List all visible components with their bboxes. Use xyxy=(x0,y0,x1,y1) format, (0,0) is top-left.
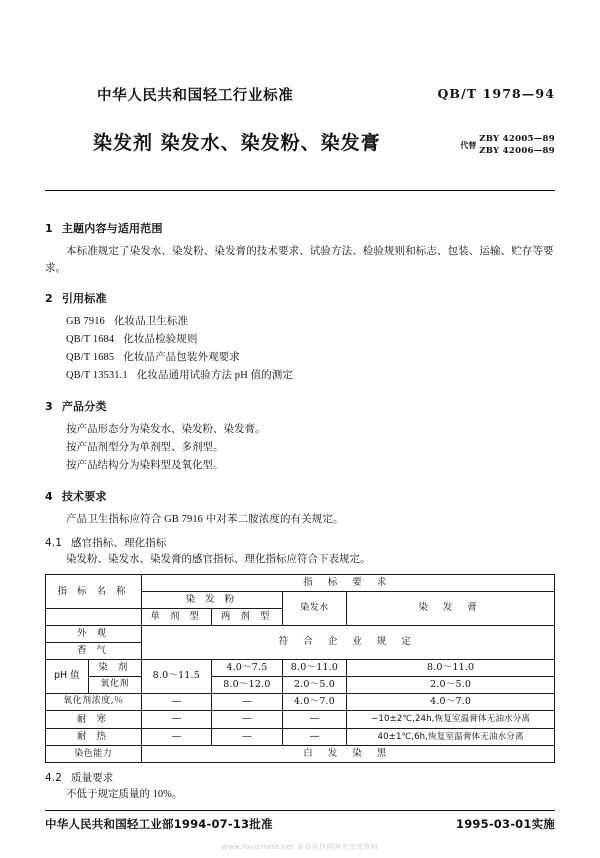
cell-ph-powder-single: 8.0～11.5 xyxy=(141,659,212,693)
list-item: 按产品形态分为染发水、染发粉、染发膏。 xyxy=(66,424,266,436)
section-4-1-heading xyxy=(45,535,555,550)
table-header-row-1 xyxy=(46,575,555,592)
cell-oxidant-conc-cream: 4.0～7.0 xyxy=(347,693,555,711)
reference-code: QB/T 1685 xyxy=(66,352,115,364)
replaces-code-2: ZBY 42006—89 xyxy=(479,145,555,156)
section-1-number: 1 xyxy=(45,222,53,235)
cell-oxidant-conc-water: 4.0～7.0 xyxy=(282,693,347,711)
document-footer xyxy=(45,810,555,832)
document-body xyxy=(45,191,555,804)
section-2-title: 引用标准 xyxy=(61,292,107,305)
cell-cold-cream: −10±2℃,24h,恢复室温膏体无油水分离 xyxy=(347,711,555,729)
cell-ph-dye-water: 8.0～11.0 xyxy=(282,659,347,676)
row-label-ph-value: pH 值 xyxy=(46,659,89,693)
replaces-label: 代替 xyxy=(460,141,477,151)
replaces-code-1: ZBY 42005—89 xyxy=(479,134,555,144)
cell-oxidant-conc-powder-single: — xyxy=(141,693,212,711)
section-1-heading xyxy=(45,220,555,236)
table-row xyxy=(46,693,555,711)
cell-ph-dye-cream: 8.0～11.0 xyxy=(347,659,555,676)
section-3-number: 3 xyxy=(45,400,53,414)
footer-divider xyxy=(45,810,555,811)
row-label-heat-resistance: 耐 热 xyxy=(46,728,142,746)
section-3-title: 产品分类 xyxy=(61,400,107,414)
table-row xyxy=(46,728,555,746)
reference-name: 化妆品检验规则 xyxy=(123,334,198,346)
column-header-indicator-name: 指 标 名 称 xyxy=(46,575,142,609)
page-title: 染发剂 染发水、染发粉、染发膏 xyxy=(93,132,381,154)
section-2-number: 2 xyxy=(45,292,53,305)
sub-column-single-agent: 单 剂 型 xyxy=(141,608,212,625)
cell-cold-water: — xyxy=(282,711,347,729)
reference-name: 化妆品产品包装外观要求 xyxy=(123,352,240,364)
effective-date: 1995-03-01实施 xyxy=(456,817,555,831)
table-row xyxy=(46,711,555,729)
approval-statement: 中华人民共和国轻工业部1994-07-13批准 xyxy=(45,817,273,831)
section-4-1-number: 4.1 xyxy=(45,537,62,550)
reference-code: QB/T 13531.1 xyxy=(66,370,128,382)
section-4-2-heading xyxy=(45,770,555,785)
cell-ph-oxidant-water: 2.0～5.0 xyxy=(282,676,347,693)
watermark: www.foodmate.net 食品伙伴网网友交流资料 xyxy=(221,843,379,851)
cell-heat-powder-single: — xyxy=(141,728,212,746)
row-label-fragrance: 香 气 xyxy=(46,642,142,659)
column-header-requirements: 指 标 要 求 xyxy=(141,575,554,592)
list-item: 按产品结构分为染料型及氧化型。 xyxy=(66,460,224,472)
row-label-dyeing-ability: 染色能力 xyxy=(46,746,142,763)
cell-cold-powder-double: — xyxy=(212,711,283,729)
list-item xyxy=(45,331,555,349)
cell-meets-enterprise-spec: 符 合 企 业 规 定 xyxy=(141,625,554,659)
section-2-heading xyxy=(45,290,555,306)
footer-row xyxy=(45,816,555,832)
row-label-oxidant-concentration: 氧化剂浓度,％ xyxy=(46,693,142,711)
referenced-standards-list xyxy=(45,313,555,385)
section-1-title: 主题内容与适用范围 xyxy=(61,222,163,235)
table-row xyxy=(46,746,555,763)
row-label-cold-resistance: 耐 寒 xyxy=(46,711,142,729)
column-group-hair-dye-powder: 染 发 粉 xyxy=(141,592,282,609)
section-4-1-title: 感官指标、理化指标 xyxy=(71,537,167,550)
list-item xyxy=(45,349,555,367)
table-row xyxy=(46,625,555,642)
section-4-2-body: 不低于规定质量的 10%。 xyxy=(66,789,183,801)
specification-table xyxy=(45,574,555,763)
section-4-2-number: 4.2 xyxy=(45,772,62,785)
document-title-line xyxy=(45,128,555,168)
sub-column-header-indicator-name-spacer xyxy=(46,608,142,625)
cell-dyeing-ability-value: 白 发 染 黑 xyxy=(141,746,554,763)
row-label-appearance: 外 观 xyxy=(46,625,142,642)
reference-name: 化妆品卫生标准 xyxy=(113,316,189,327)
column-group-hair-dye-cream: 染 发 膏 xyxy=(347,592,555,626)
table-row xyxy=(46,676,555,693)
standard-org-title: 中华人民共和国轻工行业标准 xyxy=(97,88,294,104)
list-item: 按产品剂型分为单剂型、多剂型。 xyxy=(66,442,224,454)
cell-cold-powder-single: — xyxy=(141,711,212,729)
section-4-number: 4 xyxy=(45,490,53,504)
standard-code: QB/T 1978—94 xyxy=(437,86,555,101)
cell-ph-dye-powder-double: 4.0～7.5 xyxy=(212,659,283,676)
column-group-hair-dye-water: 染发水 xyxy=(282,592,347,626)
standard-org-line xyxy=(45,84,555,110)
section-3-heading xyxy=(45,398,555,414)
reference-code: GB 7916 xyxy=(66,316,105,327)
replaced-standards xyxy=(460,134,555,157)
section-4-heading xyxy=(45,488,555,504)
cell-oxidant-conc-powder-double: — xyxy=(212,693,283,711)
list-item xyxy=(45,367,555,385)
list-item xyxy=(45,313,555,331)
cell-ph-oxidant-cream: 2.0～5.0 xyxy=(347,676,555,693)
cell-heat-cream: 40±1℃,6h,恢复室温膏体无油水分离 xyxy=(347,728,555,746)
sub-column-double-agent: 两 剂 型 xyxy=(212,608,283,625)
section-4-title: 技术要求 xyxy=(61,490,107,504)
section-1-body: 本标准规定了染发水、染发粉、染发膏的技术要求、试验方法、检验规则和标志、包装、运输、贮存等要求。 xyxy=(45,246,554,274)
row-label-dye-agent: 染 剂 xyxy=(88,659,141,676)
cell-ph-oxidant-powder-double: 8.0～12.0 xyxy=(212,676,283,693)
section-4-2-title: 质量要求 xyxy=(71,772,114,785)
cell-heat-water: — xyxy=(282,728,347,746)
table-row xyxy=(46,659,555,676)
section-4-body: 产品卫生指标应符合 GB 7916 中对苯二胺浓度的有关规定。 xyxy=(66,514,344,526)
section-4-1-lead: 染发粉、染发水、染发膏的感官指标、理化指标应符合下表规定。 xyxy=(66,554,371,566)
row-label-oxidant: 氧化剂 xyxy=(88,676,141,693)
reference-name: 化妆品通用试验方法 pH 值的测定 xyxy=(136,370,293,382)
classification-list xyxy=(45,421,555,475)
reference-code: QB/T 1684 xyxy=(66,334,115,346)
replaces-codes xyxy=(479,134,555,157)
cell-heat-powder-double: — xyxy=(212,728,283,746)
document-header xyxy=(45,0,555,191)
